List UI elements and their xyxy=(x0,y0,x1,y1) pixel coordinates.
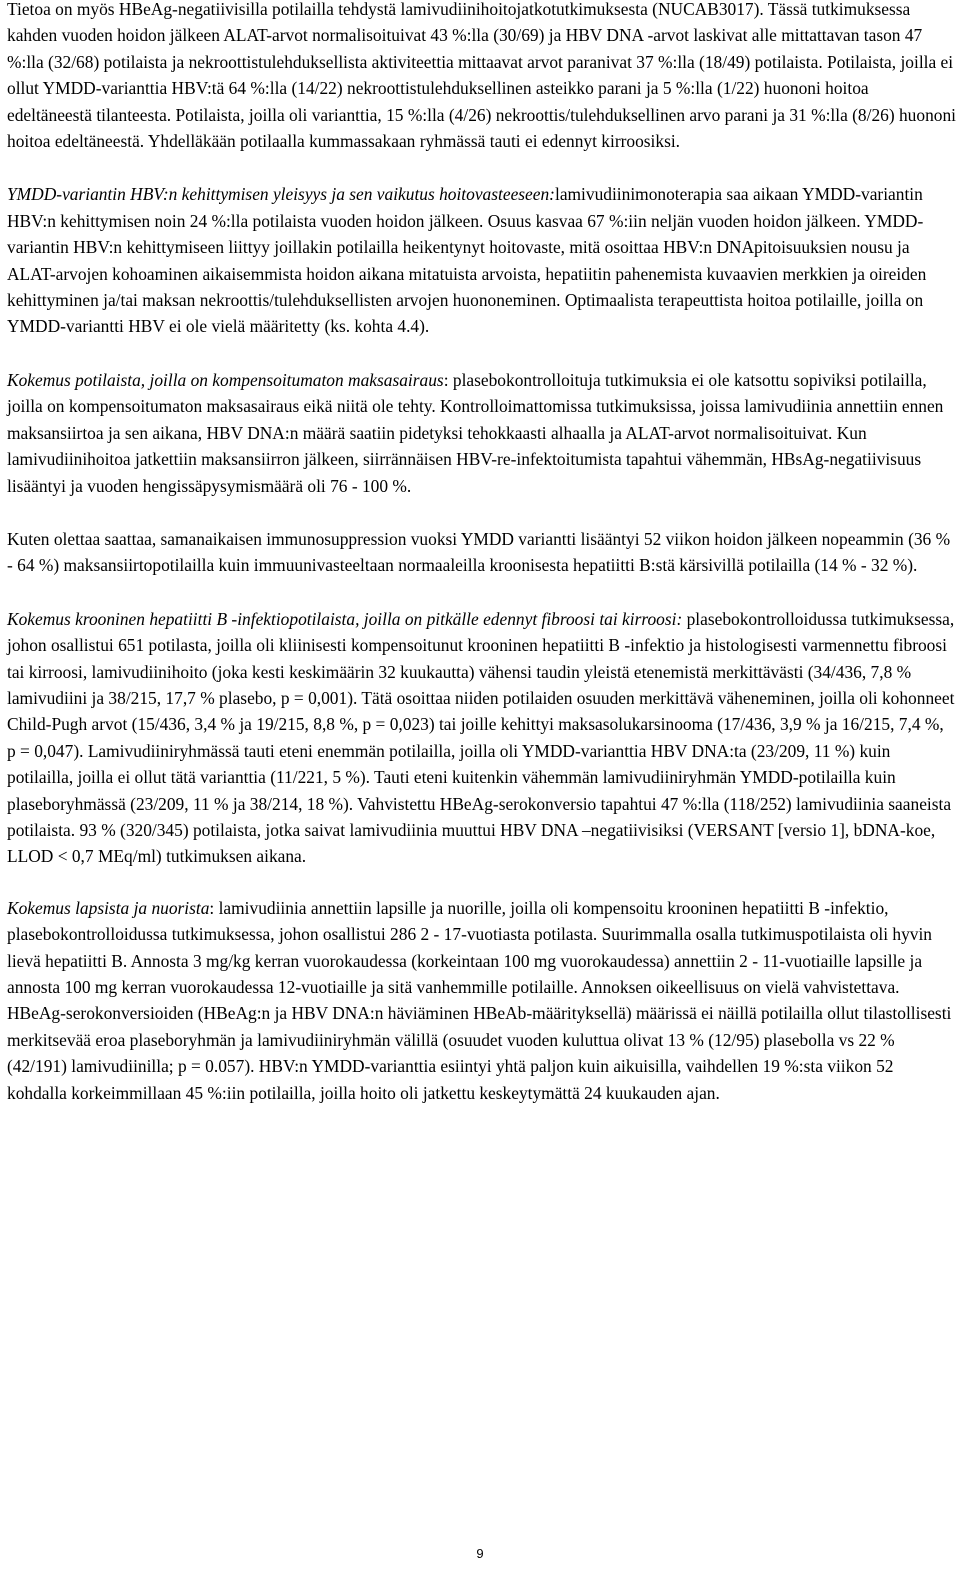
paragraph-ymdd-variant xyxy=(7,181,956,339)
paragraph-lead: Kokemus lapsista ja nuorista xyxy=(7,897,210,918)
document-page xyxy=(7,0,956,1133)
paragraph-decompensated-liver xyxy=(7,367,956,499)
paragraph-lead: Kokemus potilaista, joilla on kompensoitumaton maksasairaus xyxy=(7,369,444,390)
paragraph-text: Tietoa on myös HBeAg-negatiivisilla potilailla tehdystä lamivudiinihoitojatkotutkimuksesta (NUCAB3017). Tässä tutkimuksessa kahden vuoden hoidon jälkeen ALAT-arvot normalisoituivat 43 %:lla (30/69) ja HBV DNA -arvot laskivat alle mittattavan tason 47 %:lla (32/68) potilaista ja nekroottistulehduksellista aktiviteettia mittaavat arvot paranivat 37 %:lla (18/49) potilaista. Potilaista, joilla ei ollut YMDD-varianttia HBV:tä 64 %:lla (14/22) nekroottistulehduksellinen asteikko parani ja 5 %:lla (1/22) huononi hoitoa edeltäneestä tilanteesta. Potilaista, joilla oli varianttia, 15 %:lla (4/26) nekroottis/tulehduksellinen arvo parani ja 31 %:lla (8/26) huononi hoitoa edeltäneestä. Yhdelläkään potilaalla kummassakaan ryhmässä tauti ei edennyt kirroosiksi. xyxy=(7,0,956,152)
paragraph-nucab3017 xyxy=(7,0,956,154)
paragraph-immunosuppression xyxy=(7,526,956,579)
paragraph-children-adolescents xyxy=(7,895,956,1106)
page-number: 9 xyxy=(476,1546,484,1561)
paragraph-text: plasebokontrolloidussa tutkimuksessa, johon osallistui 651 potilasta, joilla oli kliinisesti kompensoitunut krooninen hepatiitti B -infektio ja histologisesti varmennettu fibroosi tai kirroosi, lamivudiinihoito (joka kesti keskimäärin 32 kuukautta) vähensi taudin yleistä etenemistä merkittävästi (34/436, 7,8 % lamivudiini ja 38/215, 17,7 % plasebo, p = 0,001). Tätä osoittaa niiden potilaiden osuuden merkittävä väheneminen, joilla oli kohonneet Child-Pugh arvot (15/436, 3,4 % ja 19/215, 8,8 %, p = 0,023) tai joille kehittyi maksasolukarsinooma (17/436, 3,9 % ja 16/215, 7,4 %, p = 0,047). Lamivudiiniryhmässä tauti eteni enemmän potilailla, joilla oli YMDD-varianttia HBV DNA:ta (23/209, 11 %) kuin potilailla, joilla ei ollut tätä varianttia (11/221, 5 %). Tauti eteni kuitenkin vähemmän lamivudiiniryhmän YMDD-potilailla kuin plaseboryhmässä (23/209, 11 % ja 38/214, 18 %). Vahvistettu HBeAg-serokonversio tapahtui 47 %:lla (118/252) lamivudiinia saaneista potilaista. 93 % (320/345) potilaista, jotka saivat lamivudiinia muuttui HBV DNA –negatiivisiksi (VERSANT [versio 1], bDNA-koe, LLOD < 0,7 MEq/ml) tutkimuksen aikana. xyxy=(7,608,955,867)
paragraph-text: Kuten olettaa saattaa, samanaikaisen immunosuppression vuoksi YMDD variantti lisääntyi 52 viikon hoidon jälkeen nopeammin (36 % - 64 %) maksansiirtopotilailla kuin immuunivasteeltaan normaaleilla kroonisesta hepatiitti B:stä kärsivillä potilailla (14 % - 32 %). xyxy=(7,528,951,576)
paragraph-text: : lamivudiinia annettiin lapsille ja nuorille, joilla oli kompensoitu krooninen hepatiitti B -infektio, plasebokontrolloidussa tutkimuksessa, johon osallistui 286 2 - 17-vuotiasta potilasta. Suurimmalla osalla tutkimuspotilaista oli hyvin lievä hepatiitti B. Annosta 3 mg/kg kerran vuorokaudessa (korkeintaan 100 mg vuorokaudessa) annettiin 2 - 11-vuotiaille lapsille ja annosta 100 mg kerran vuorokaudessa 12-vuotiaille ja sitä vanhemmille potilaille. Annoksen oikeellisuus on vielä vahvistettava. HBeAg-serokonversioiden (HBeAg:n ja HBV DNA:n häviäminen HBeAb-määrityksellä) määrissä ei näillä potilailla ollut tilastollisesti merkitsevää eroa plaseboryhmän ja lamivudiiniryhmän välillä (osuudet vuoden kuluttua olivat 13 % (12/95) plasebolla vs 22 % (42/191) lamivudiinilla; p = 0.057). HBV:n YMDD-varianttia esiintyi yhtä paljon kuin aikuisilla, vaihdellen 19 %:sta viikon 52 kohdalla korkeimmillaan 45 %:iin potilailla, joilla hoito oli jatkettu keskeytymättä 24 kuukauden ajan. xyxy=(7,897,952,1103)
paragraph-lead: YMDD-variantin HBV:n kehittymisen yleisyys ja sen vaikutus hoitovasteeseen: xyxy=(7,184,555,205)
paragraph-fibrosis-cirrhosis xyxy=(7,606,956,870)
paragraph-lead: Kokemus krooninen hepatiitti B -infektiopotilaista, joilla on pitkälle edennyt fibroosi tai kirroosi: xyxy=(7,608,683,629)
paragraph-text: lamivudiinimonoterapia saa aikaan YMDD-variantin HBV:n kehittymisen noin 24 %:lla potilaista vuoden hoidon jälkeen. Osuus kasvaa 67 %:iin neljän vuoden hoidon jälkeen. YMDD-variantin HBV:n kehittymiseen liittyy joillakin potilailla heikentynyt hoitovaste, mitä osoittaa HBV:n DNApitoisuuksien nousu ja ALAT-arvojen kohoaminen aikaisemmista hoidon aikana mitatuista arvoista, hepatiitin pahenemista kuvaavien merkkien ja oireiden kehittyminen ja/tai maksan nekroottis/tulehduksellisten arvojen huononeminen. Optimaalista terapeuttista hoitoa potilaille, joilla on YMDD-variantti HBV ei ole vielä määritetty (ks. kohta 4.4). xyxy=(7,184,927,337)
paragraph-text: : plasebokontrolloituja tutkimuksia ei ole katsottu sopiviksi potilailla, joilla on kompensoitumaton maksasairaus eikä niitä ole tehty. Kontrolloimattomissa tutkimuksissa, joissa lamivudiinia annettiin ennen maksansiirtoa ja sen aikana, HBV DNA:n määrä saatiin pidetyksi tehokkaasti alhaalla ja ALAT-arvot normalisoituivat. Kun lamivudiinihoitoa jatkettiin maksansiirron jälkeen, siirrännäisen HBV-re-infektoitumista tapahtui vähemmän, HBsAg-negatiivisuus lisääntyi ja vuoden hengissäpysymismäärä oli 76 - 100 %. xyxy=(7,369,944,496)
